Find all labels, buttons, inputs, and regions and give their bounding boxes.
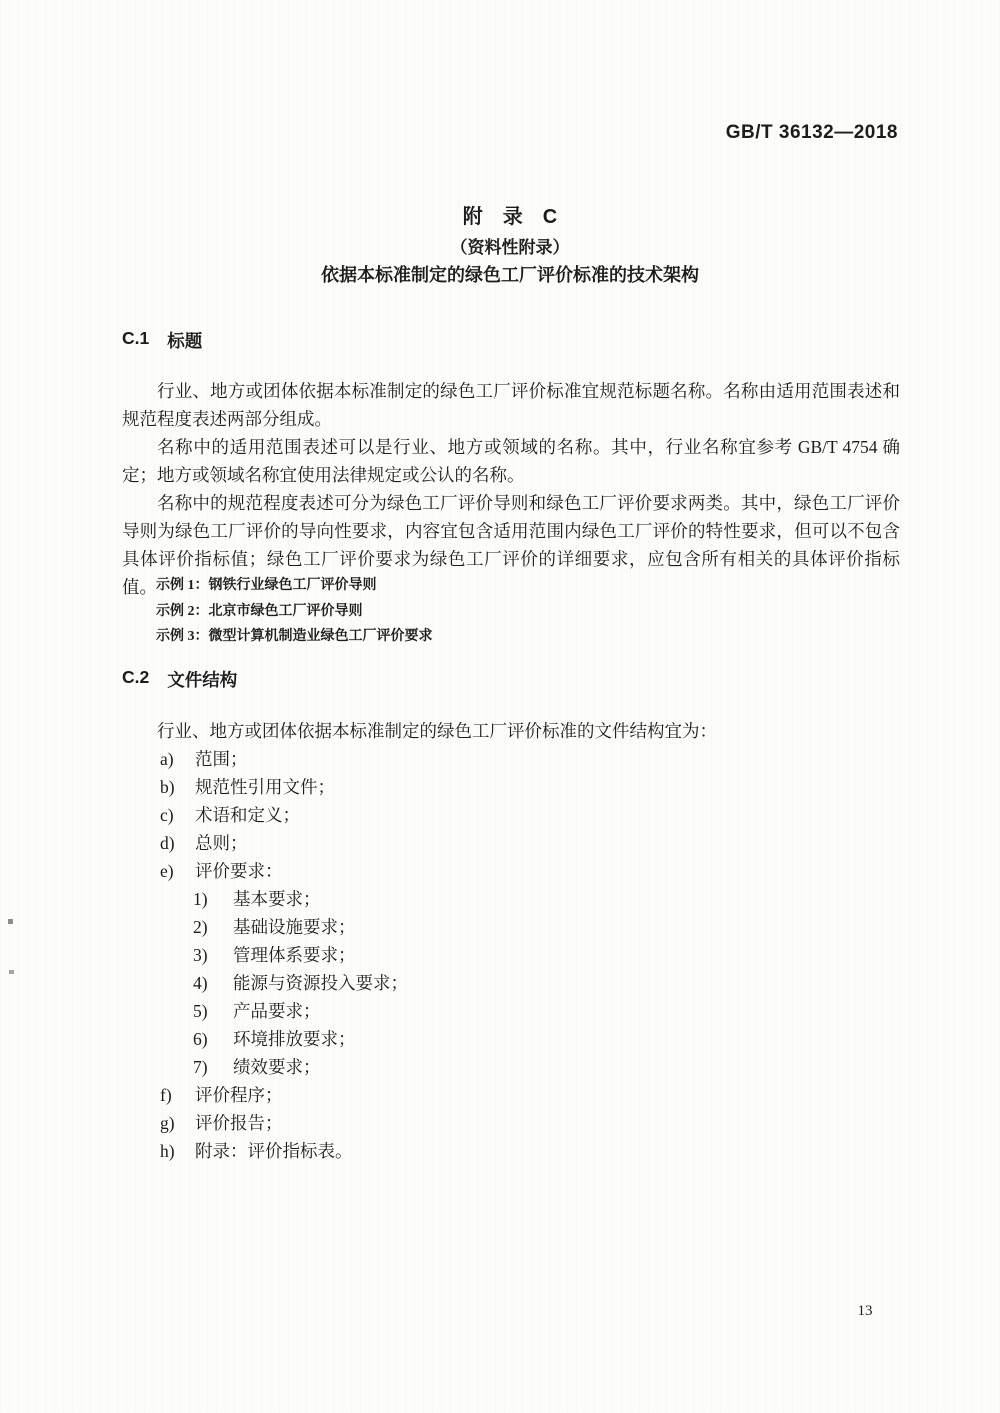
- list-text: 基本要求；: [233, 889, 321, 909]
- list-item: [122, 829, 900, 857]
- list-item: [122, 801, 900, 829]
- list-subitem: [122, 1025, 900, 1053]
- list-marker: c): [160, 805, 174, 825]
- example-label: 示例 3：: [156, 629, 209, 645]
- list-text: 总则；: [195, 833, 248, 853]
- list-text: 产品要求；: [233, 1001, 321, 1021]
- paragraph: 名称中的适用范围表述可以是行业、地方或领域的名称。其中，行业名称宜参考 GB/T 4754 确定；地方或领域名称宜使用法律规定或公认的名称。: [122, 437, 900, 485]
- paragraph: 名称中的规范程度表述可分为绿色工厂评价导则和绿色工厂评价要求两类。其中，绿色工厂评价导则为绿色工厂评价的导向性要求，内容宜包含适用范围内绿色工厂评价的特性要求，但可以不包含具体评价指标值；绿色工厂评价要求为绿色工厂评价的详细要求，应包含所有相关的具体评价指标值。: [122, 493, 900, 597]
- appendix-subject: 依据本标准制定的绿色工厂评价标准的技术架构: [321, 265, 699, 285]
- list-marker: f): [160, 1085, 172, 1105]
- list-text: 能源与资源投入要求；: [233, 973, 408, 993]
- example-line: [156, 573, 856, 599]
- section-number: C.2: [122, 667, 150, 687]
- paragraph: 行业、地方或团体依据本标准制定的绿色工厂评价标准宜规范标题名称。名称由适用范围表述和规范程度表述两部分组成。: [122, 381, 900, 429]
- list-text: 评价要求：: [195, 861, 283, 881]
- list-text: 范围；: [195, 749, 248, 769]
- list-marker: 4): [193, 973, 208, 993]
- list-text: 规范性引用文件；: [195, 777, 335, 797]
- list-subitem: [122, 885, 900, 913]
- list-text: 环境排放要求；: [233, 1029, 356, 1049]
- list-text: 绩效要求；: [233, 1057, 321, 1077]
- appendix-note: （资料性附录）: [450, 238, 570, 257]
- example-label: 示例 1：: [156, 578, 209, 593]
- list-marker: 5): [193, 1001, 208, 1021]
- list-item: [122, 1109, 900, 1137]
- list-subitem: [122, 997, 900, 1025]
- examples-block: [156, 573, 856, 650]
- example-text: 北京市绿色工厂评价导则: [208, 603, 363, 619]
- example-label: 示例 2：: [156, 603, 209, 619]
- list-text: 评价程序；: [195, 1085, 283, 1105]
- standard-number: GB/T 36132—2018: [725, 122, 898, 143]
- section-title: 标题: [167, 331, 203, 351]
- list-text: 附录：评价指标表。: [195, 1141, 353, 1161]
- list-marker: 6): [193, 1029, 208, 1049]
- list-subitem: [122, 913, 900, 941]
- list-marker: 2): [193, 917, 208, 937]
- scan-speck: [9, 970, 14, 974]
- example-line: [156, 599, 856, 625]
- list-marker: h): [160, 1141, 175, 1161]
- section-heading-c2: [122, 667, 237, 692]
- document-structure-list: [122, 745, 900, 1165]
- list-marker: 3): [193, 945, 208, 965]
- list-item: [122, 745, 900, 773]
- example-text: 微型计算机制造业绿色工厂评价要求: [208, 629, 433, 645]
- list-marker: 7): [193, 1057, 208, 1077]
- list-subitem: [122, 941, 900, 969]
- section-number: C.1: [122, 328, 150, 348]
- list-item: [122, 1137, 900, 1165]
- scan-speck: [8, 919, 13, 924]
- list-marker: a): [160, 749, 174, 769]
- list-item: [122, 1081, 900, 1109]
- list-subitem: [122, 1053, 900, 1081]
- section-heading-c1: [122, 328, 202, 353]
- list-subitem: [122, 969, 900, 997]
- paragraph: 行业、地方或团体依据本标准制定的绿色工厂评价标准的文件结构宜为：: [157, 721, 717, 741]
- list-item: [122, 857, 900, 885]
- list-marker: e): [160, 861, 174, 881]
- list-marker: b): [160, 777, 175, 797]
- list-item: [122, 773, 900, 801]
- list-marker: d): [160, 833, 175, 853]
- list-text: 评价报告；: [195, 1113, 283, 1133]
- example-line: [156, 624, 856, 650]
- example-text: 钢铁行业绿色工厂评价导则: [208, 578, 377, 593]
- page-number: 13: [857, 1303, 873, 1319]
- section-title: 文件结构: [167, 670, 238, 690]
- list-text: 管理体系要求；: [233, 945, 356, 965]
- appendix-title: 附 录 C: [462, 206, 558, 228]
- list-marker: g): [160, 1113, 175, 1133]
- list-marker: 1): [193, 889, 208, 909]
- list-text: 基础设施要求；: [233, 917, 356, 937]
- list-text: 术语和定义；: [195, 805, 300, 825]
